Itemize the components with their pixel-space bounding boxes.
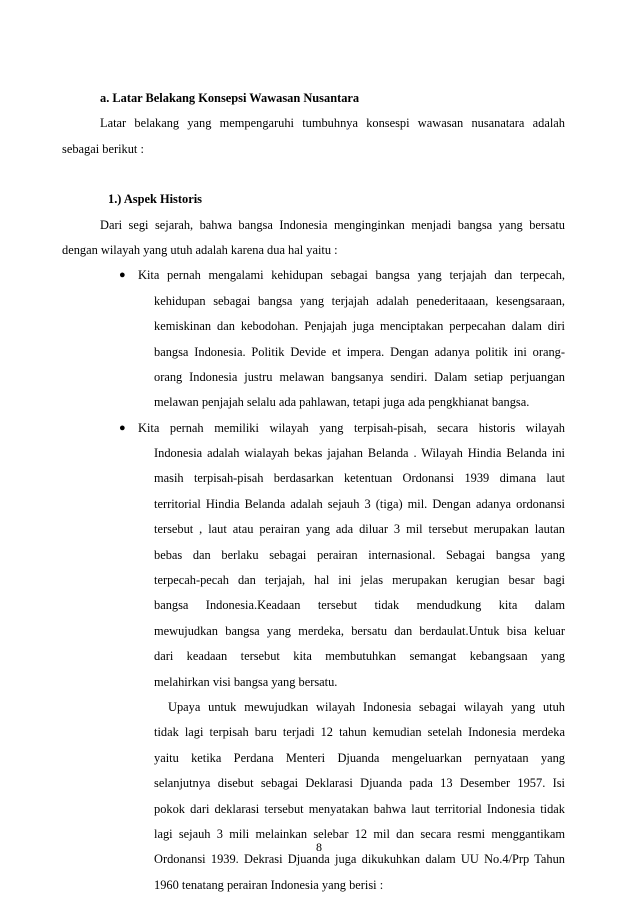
upaya-line: pokok dari deklarasi tersebut menyatakan bahwa laut territorial Indonesia tidak [154,801,565,816]
bullet-line: Indonesia adalah wialayah bekas jajahan Belanda . Wilayah Hindia Belanda ini [154,446,565,461]
bullet-icon: ● [119,421,126,434]
bullet-line: bebas dan berlaku sebagai perairan internasional. Sebagai bangsa yang [154,547,565,562]
bullet-line: masih terpisah-pisah berdasarkan ketentuan Ordonansi 1939 dimana laut [154,471,565,486]
bullet-icon: ● [119,269,126,282]
bullet-line: kehidupan sebagai bangsa yang terjajah adalah penederitaaan, kesengsaraan, [154,293,565,308]
bullet-line [62,416,565,441]
heading-latar-belakang: a. Latar Belakang Konsepsi Wawasan Nusantara [100,91,360,105]
intro-line: Latar belakang yang mempengaruhi tumbuhnya konsespi wawasan nusanatara adalah [100,116,565,131]
upaya-line: 1960 tenatang perairan Indonesia yang berisi : [154,877,384,892]
bullet-line: melahirkan visi bangsa yang bersatu. [154,674,338,689]
bullet-line: mewujudkan bangsa yang merdeka, bersatu dan berdaulat.Untuk bisa keluar [154,623,565,638]
heading-aspek-historis: 1.) Aspek Historis [108,192,202,207]
upaya-line: Upaya untuk mewujudkan wilayah Indonesia sebagai wilayah yang utuh [168,699,565,714]
bullet-line: kemiskinan dan kebodohan. Penjajah juga menciptakan perpecahan dalam diri [154,319,565,334]
upaya-line: lagi sejauh 3 mili melainkan selebar 12 mil dan secara resmi menggantikam [154,826,565,841]
bullet-line: orang Indonesia justru melawan bangsanya sendiri. Dalam setiap perjuangan [154,369,565,384]
bullet-line: dari keadaan tersebut kita membutuhkan semangat kebangsaan yang [154,649,565,664]
historis-intro-line: Dari segi sejarah, bahwa bangsa Indonesia menginginkan menjadi bangsa yang bersatu [100,217,565,232]
upaya-paragraph [62,695,565,898]
upaya-line: tidak lagi terpisah baru terjadi 12 tahun kemudian setelah Indonesia merdeka [154,725,565,740]
page-number: 8 [316,840,322,854]
bullet-item-1 [62,263,565,415]
bullet-item-2 [62,416,565,695]
historis-intro-line: dengan wilayah yang utuh adalah karena dua hal yaitu : [62,242,338,257]
bullet-line [62,263,565,288]
upaya-line: Ordonansi 1939. Dekrasi Djuanda juga dikukuhkan dalam UU No.4/Prp Tahun [154,852,565,867]
bullet-line: bangsa Indonesia. Politik Devide et impera. Dengan adanya politik ini orang- [154,344,565,359]
bullet-line: territorial Hindia Belanda adalah sejauh 3 (tiga) mil. Dengan adanya ordonansi [154,496,565,511]
upaya-line: yaitu ketika Perdana Menteri Djuanda mengeluarkan pernyataan yang [154,750,565,765]
intro-line: sebagai berikut : [62,141,144,156]
page-content [62,86,565,898]
bullet-line: tersebut , laut atau perairan yang ada diluar 3 mil tersebut merupakan lautan [154,522,565,537]
upaya-line: selanjutnya disebut sebagai Deklarasi Djuanda pada 13 Desember 1957. Isi [154,776,565,791]
bullet-line: bangsa Indonesia.Keadaan tersebut tidak mendudkung kita dalam [154,598,565,613]
bullet-text: Kita pernah mengalami kehidupan sebagai bangsa yang terjajah dan terpecah, [138,268,565,283]
bullet-text: Kita pernah memiliki wilayah yang terpisah-pisah, secara historis wilayah [138,420,565,435]
bullet-line: terpecah-pecah dan terjajah, hal ini jelas merupakan kerugian besar bagi [154,573,565,588]
bullet-line: melawan penjajah selalu ada pahlawan, tetapi juga ada pengkhianat bangsa. [154,395,530,410]
